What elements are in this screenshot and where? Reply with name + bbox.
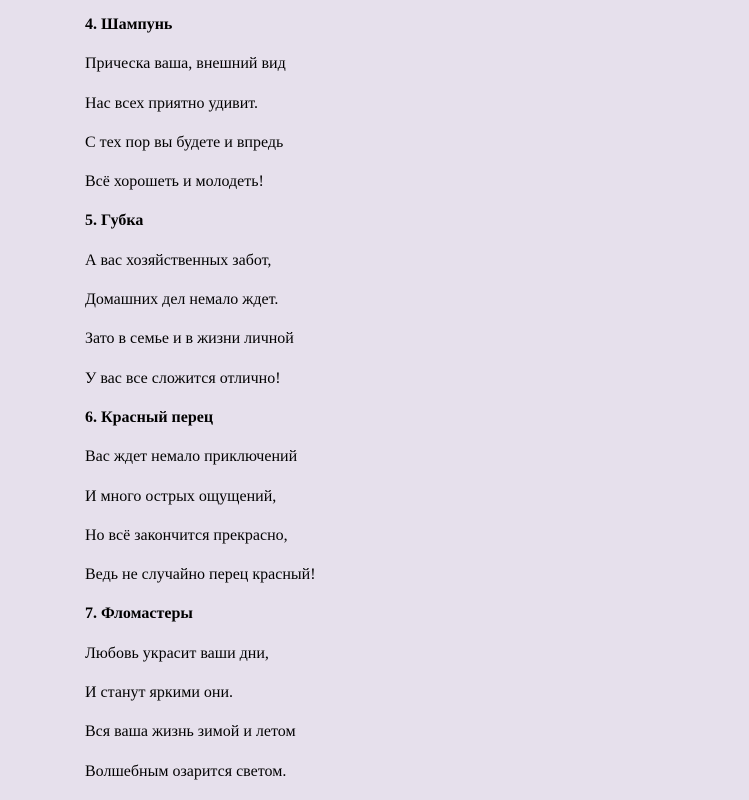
section-heading: 6. Красный перец bbox=[85, 408, 214, 426]
verse-line: Вся ваша жизнь зимой и летом bbox=[85, 723, 296, 741]
section-heading: 7. Фломастеры bbox=[85, 605, 193, 623]
verse-line: А вас хозяйственных забот, bbox=[85, 251, 272, 269]
verse-line: Прическа ваша, внешний вид bbox=[85, 55, 286, 73]
section-shampoo bbox=[85, 14, 725, 210]
section-markers bbox=[85, 603, 725, 799]
verse-line: Любовь украсит ваши дни, bbox=[85, 644, 269, 662]
verse-line: Зато в семье и в жизни личной bbox=[85, 330, 294, 348]
verse-line: Но всё закончится прекрасно, bbox=[85, 526, 288, 544]
verse-line: У вас все сложится отлично! bbox=[85, 369, 281, 387]
poem-content bbox=[85, 14, 725, 800]
verse-line: С тех пор вы будете и впредь bbox=[85, 133, 284, 151]
section-sponge bbox=[85, 210, 725, 406]
verse-line: Нас всех приятно удивит. bbox=[85, 94, 259, 112]
section-red-pepper bbox=[85, 407, 725, 603]
verse-line: И станут яркими они. bbox=[85, 684, 234, 702]
verse-line: Всё хорошеть и молодеть! bbox=[85, 173, 264, 191]
verse-line: Вас ждет немало приключений bbox=[85, 448, 298, 466]
verse-line: Домашних дел немало ждет. bbox=[85, 291, 279, 309]
verse-line: Волшебным озарится светом. bbox=[85, 762, 287, 780]
verse-line: И много острых ощущений, bbox=[85, 487, 277, 505]
verse-line: Ведь не случайно перец красный! bbox=[85, 566, 316, 584]
section-heading: 5. Губка bbox=[85, 212, 144, 230]
section-heading: 4. Шампунь bbox=[85, 16, 173, 33]
